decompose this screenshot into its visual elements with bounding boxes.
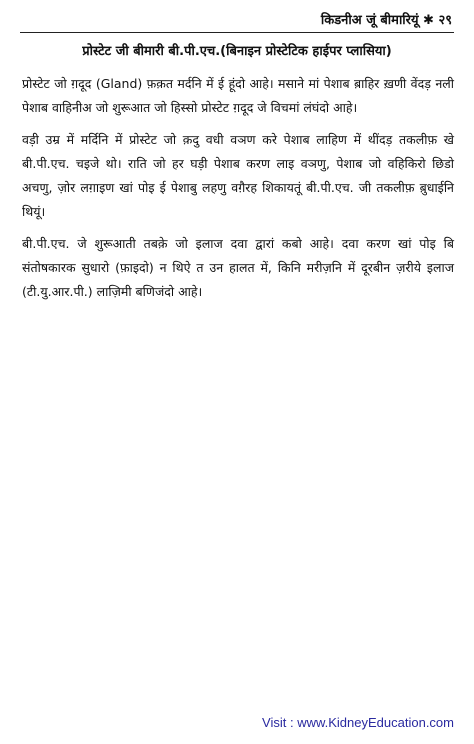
section-heading: प्रोस्टेट जी बीमारी बी.पी.एच.(बिनाइन प्रोस्टेटिक हाईपर प्लासिया) bbox=[82, 44, 392, 59]
footer-website-link[interactable]: Visit : www.KidneyEducation.com bbox=[262, 715, 454, 730]
paragraph-bph-symptoms: वड़ी उम्र में मर्दिनि में प्रोस्टेट जो क़दु वधी वञण करे पेशाब लाहिण में थींदड़ तकलीफ़ खे बी.पी.एच. चइजे थो। राति जो हर घड़ी पेशाब करण लाइ वञणु, पेशाब जो वहिकिरो छिडो अचणु, ज़ोर लग़ाइण खां पोइ ई पेशाबु लहणु वग़ैरह शिकायतूं बी.पी.एच. जी तकलीफ़ ब़ुधाईनि थियूं। bbox=[22, 132, 454, 219]
running-header: किडनीअ जूं बीमारियूं ✱ २९ bbox=[320, 13, 452, 28]
body-text bbox=[22, 72, 454, 312]
paragraph-gland-definition: प्रोस्टेट जो ग़दूद (Gland) फ़क़त मर्दनि में ई हूंदो आहे। मसाने मां पेशाब ब़ाहिर ख़णी वेंदड़ नली पेशाब वाहिनीअ जो शुरूआत जो हिस्सो प्रोस्टेट ग़दूद जे विचमां लंघंदो आहे। bbox=[22, 76, 454, 115]
header-divider bbox=[20, 32, 454, 33]
paragraph-bph-treatment: बी.पी.एच. जे शुरूआती तबक़े जो इलाज दवा द्वारां कबो आहे। दवा करण खां पोइ बि संतोषकारक सुधारो (फ़ाइदो) न थिऐ त उन हालत में, किनि मरीज़नि में दूरबीन ज़रीये इलाज (टी.यु.आर.पी.) लाज़िमी बणिजंदो आहे। bbox=[22, 236, 454, 299]
